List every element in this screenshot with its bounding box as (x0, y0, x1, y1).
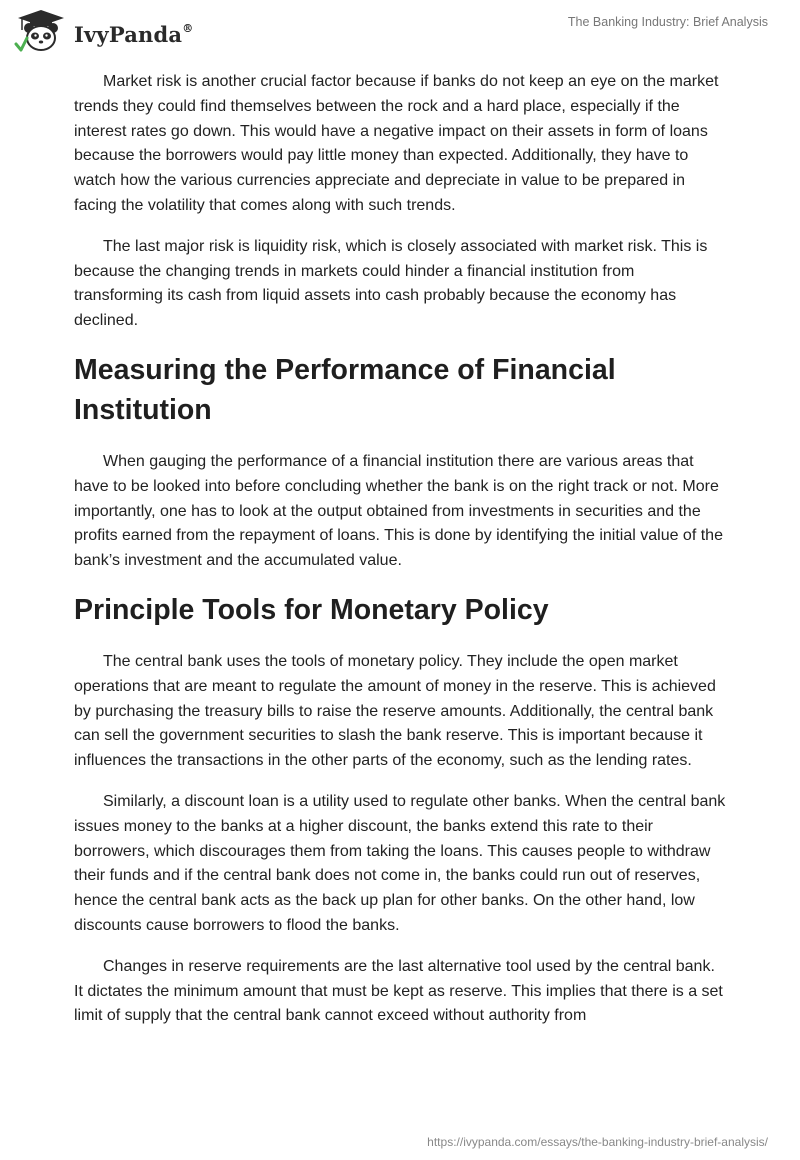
essay-content (74, 70, 726, 1045)
page-header (0, 0, 800, 60)
paragraph-open-market: The central bank uses the tools of monetary policy. They include the open market operations that are meant to regulate the amount of money in the reserve. This is achieved by purchasing the treasury bills to raise the reserve amounts. Additionally, the central bank can sell the government securities to slash the bank reserve. This is important because it influences the transactions in the other parts of the economy, such as the lending rates. (74, 652, 716, 770)
paragraph-performance: When gauging the performance of a financial institution there are various areas that have to be looked into before concluding whether the bank is on the right track or not. More importantly, one has to look at the output obtained from investments in securities and the profits earned from the repayment of loans. This is done by identifying the initial value of the bank’s investment and the accumulated value. (74, 452, 723, 570)
footer-source-url[interactable]: https://ivypanda.com/essays/the-banking-industry-brief-analysis/ (427, 1135, 768, 1149)
paragraph-reserve-requirements: Changes in reserve requirements are the last alternative tool used by the central bank. It dictates the minimum amount that must be kept as reserve. This implies that there is a set limit of supply that the central bank cannot exceed without authority from (74, 957, 723, 1025)
ivypanda-logo[interactable] (14, 8, 194, 54)
paragraph-market-risk: Market risk is another crucial factor because if banks do not keep an eye on the market trends they could find themselves between the rock and a hard place, especially if the interest rates go down. This would have a negative impact on their assets in form of loans because the borrowers would pay little money than expected. Additionally, they have to watch how the various currencies appreciate and depreciate in value to be prepared in facing the volatility that comes along with such trends. (74, 73, 719, 214)
logo-wordmark: IvyPanda® (74, 22, 194, 47)
heading-monetary-tools: Principle Tools for Monetary Policy (74, 593, 549, 626)
running-title: The Banking Industry: Brief Analysis (567, 15, 768, 29)
paragraph-discount-loan: Similarly, a discount loan is a utility used to regulate other banks. When the central bank issues money to the banks at a higher discount, the banks extend this rate to their borrowers, which discourages them from taking the loans. This causes people to withdraw their funds and if the central bank does not come in, the banks could run out of reserves, hence the central bank acts as the back up plan for other banks. On the other hand, low discounts cause borrowers to flood the banks. (74, 792, 726, 934)
heading-measuring-performance: Measuring the Performance of Financial Institution (74, 353, 616, 426)
paragraph-liquidity-risk: The last major risk is liquidity risk, which is closely associated with market risk. This is because the changing trends in markets could hinder a financial institution from transforming its cash from liquid assets into cash probably because the economy has declined. (74, 237, 708, 330)
panda-graduate-icon (14, 8, 68, 54)
